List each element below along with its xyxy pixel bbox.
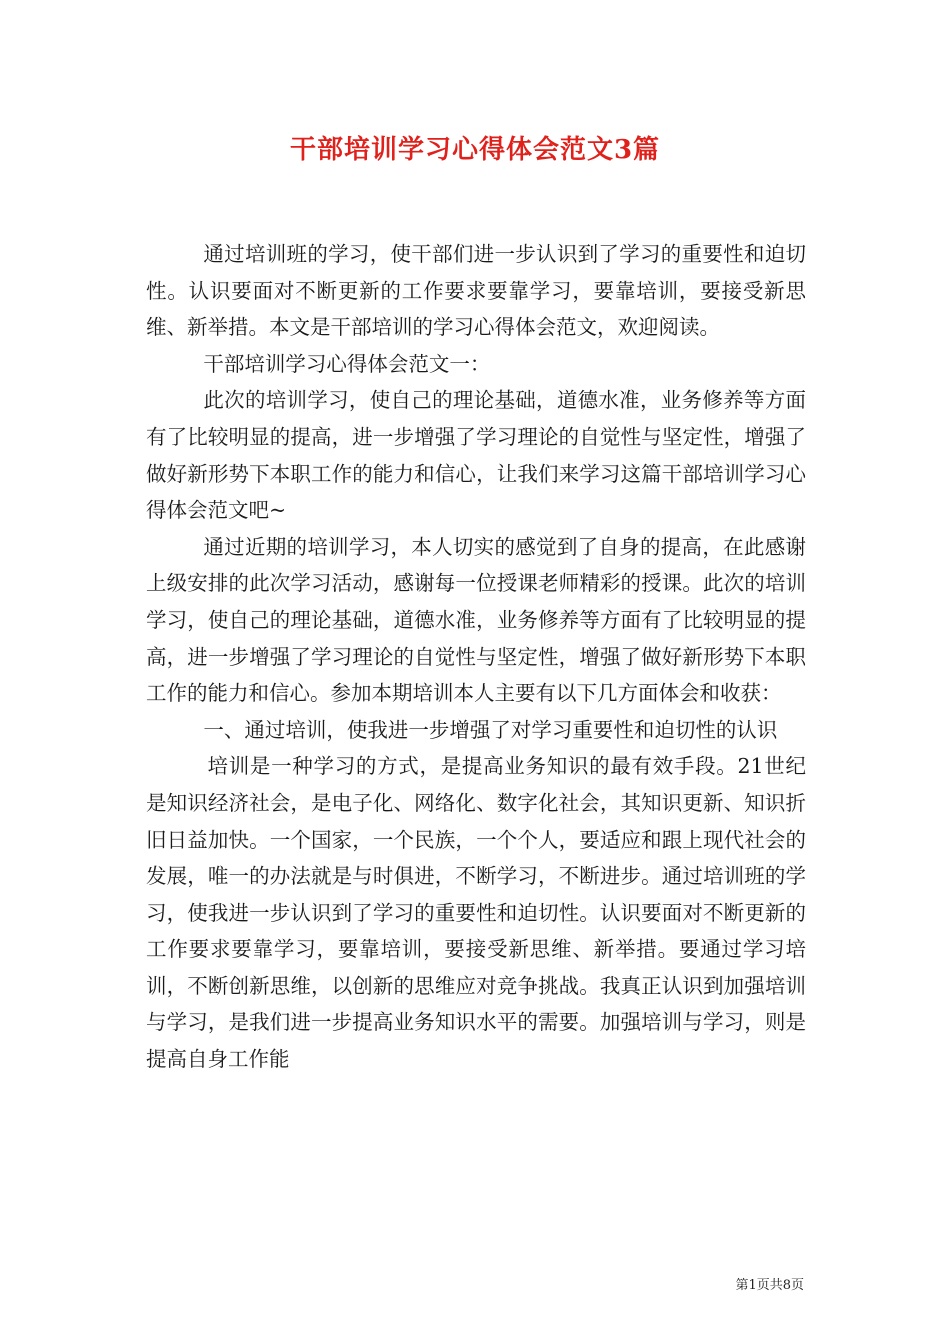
paragraph-heading-sample-one: 干部培训学习心得体会范文一： (203, 351, 491, 376)
paragraph-training-experience: 通过近期的培训学习，本人切实的感觉到了自身的提高，在此感谢上级安排的此次学习活动，感谢每一位授课老师精彩的授课。此次的培训学习，使自己的理论基础，道德水准，业务修养等方面有了比较明显的提高，进一步增强了学习理论的自觉性与坚定性，增强了做好新形势下本职工作的能力和信心。参加本期培训本人主要有以下几方面体会和收获： (146, 534, 806, 706)
page-number: 第1页共8页 (735, 1278, 804, 1293)
paragraph-section-one-body: 培训是一种学习的方式，是提高业务知识的最有效手段。21世纪是知识经济社会，是电子化、网络化、数字化社会，其知识更新、知识折旧日益加快。一个国家，一个民族，一个个人，要适应和跟上现代社会的发展，唯一的办法就是与时俱进，不断学习，不断进步。通过培训班的学习，使我进一步认识到了学习的重要性和迫切性。认识要面对不断更新的工作要求要靠学习，要靠培训，要接受新思维、新举措。要通过学习培训，不断创新思维，以创新的思维应对竞争挑战。我真正认识到加强培训与学习，是我们进一步提高业务知识水平的需要。加强培训与学习，则是提高自身工作能 (146, 754, 806, 1072)
paragraph-summary: 此次的培训学习，使自己的理论基础，道德水准，业务修养等方面有了比较明显的提高，进一步增强了学习理论的自觉性与坚定性，增强了做好新形势下本职工作的能力和信心，让我们来学习这篇干部培训学习心得体会范文吧~ (146, 388, 806, 523)
paragraph-intro: 通过培训班的学习，使干部们进一步认识到了学习的重要性和迫切性。认识要面对不断更新的工作要求要靠学习，要靠培训，要接受新思维、新举措。本文是干部培训的学习心得体会范文，欢迎阅读。 (146, 242, 806, 340)
document-title: 干部培训学习心得体会范文3篇 (289, 135, 661, 165)
document-body (146, 236, 806, 1078)
paragraph-section-one-heading: 一、通过培训，使我进一步增强了对学习重要性和迫切性的认识 (203, 717, 778, 742)
